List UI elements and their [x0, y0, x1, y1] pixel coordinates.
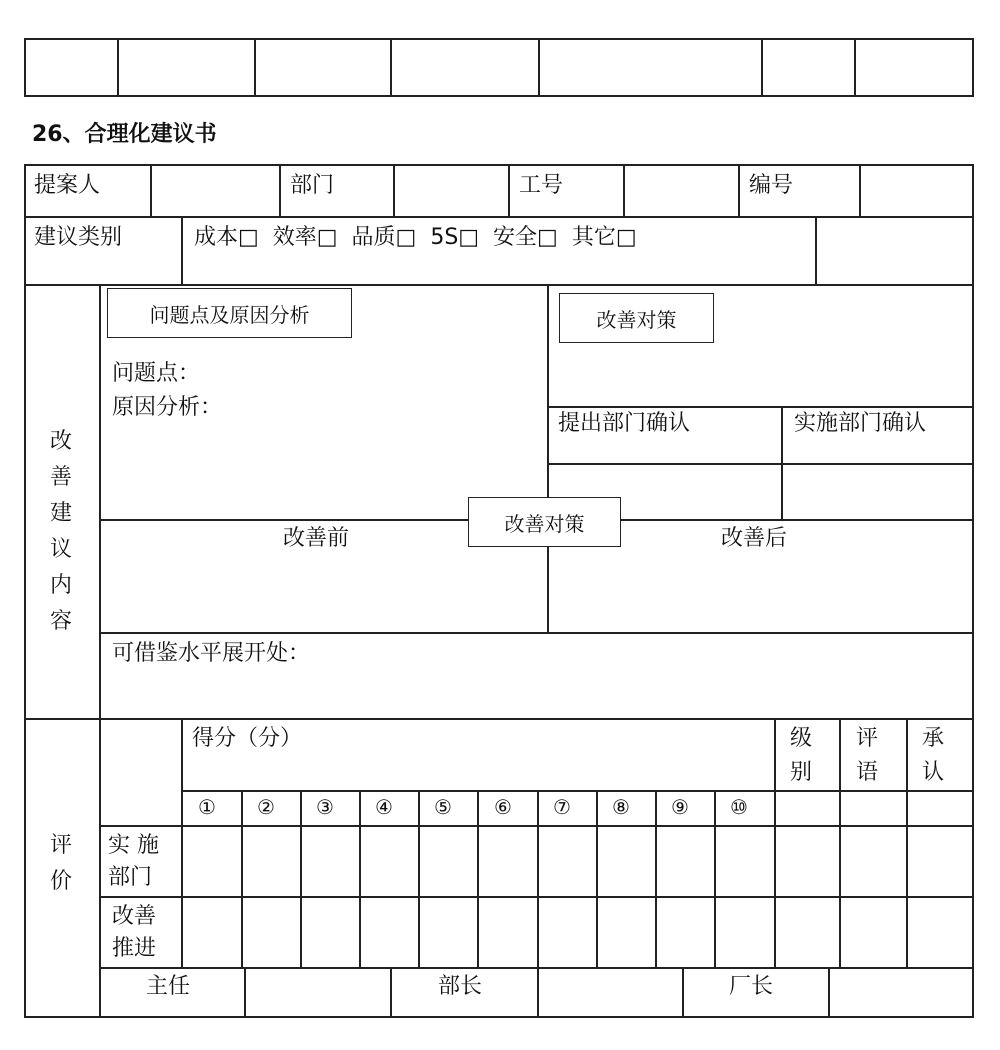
analysis-box: 问题点及原因分析	[107, 288, 352, 338]
employee-no-label: 工号	[519, 173, 564, 198]
score-number: ③	[316, 795, 334, 819]
proposer-label: 提案人	[34, 173, 101, 198]
director-label: 主任	[146, 974, 191, 999]
department-label: 部门	[290, 173, 335, 198]
category-label: 建议类别	[34, 225, 123, 250]
score-number: ⑦	[553, 795, 571, 819]
score-number: ⑩	[730, 795, 748, 819]
learnable-expansion-label: 可借鉴水平展开处：	[112, 641, 311, 666]
score-header: 得分（分）	[192, 726, 303, 751]
approval-header: 承 认	[921, 726, 944, 785]
score-number: ④	[375, 795, 393, 819]
propose-dept-confirm: 提出部门确认	[558, 411, 691, 436]
cause-label: 原因分析：	[112, 395, 223, 420]
problem-label: 问题点：	[112, 361, 201, 386]
before-label: 改善前	[283, 526, 350, 551]
score-number: ①	[198, 795, 216, 819]
score-number: ⑨	[671, 795, 689, 819]
implement-dept-confirm: 实施部门确认	[794, 411, 927, 436]
evaluation-side-label: 评 价	[49, 833, 72, 894]
countermeasure-box-mid: 改善对策	[468, 497, 621, 547]
category-options: 成本□ 效率□ 品质□ 5S□ 安全□ 其它□	[194, 225, 637, 250]
factory-head-label: 厂长	[729, 974, 774, 999]
level-header: 级 别	[789, 726, 812, 785]
implement-dept-row-label: 实 施 部门	[108, 833, 159, 890]
score-number: ②	[257, 795, 275, 819]
serial-no-label: 编号	[749, 173, 794, 198]
comment-header: 评 语	[855, 726, 878, 785]
improvement-promotion-row-label: 改善 推进	[112, 904, 157, 961]
after-label: 改善后	[721, 526, 788, 551]
score-number: ⑧	[612, 795, 630, 819]
form-title: 26、合理化建议书	[32, 122, 217, 147]
content-side-label: 改 善 建 议 内 容	[49, 429, 72, 634]
score-number: ⑥	[494, 795, 512, 819]
countermeasure-box-top: 改善对策	[559, 293, 714, 343]
minister-label: 部长	[438, 974, 483, 999]
score-number: ⑤	[434, 795, 452, 819]
